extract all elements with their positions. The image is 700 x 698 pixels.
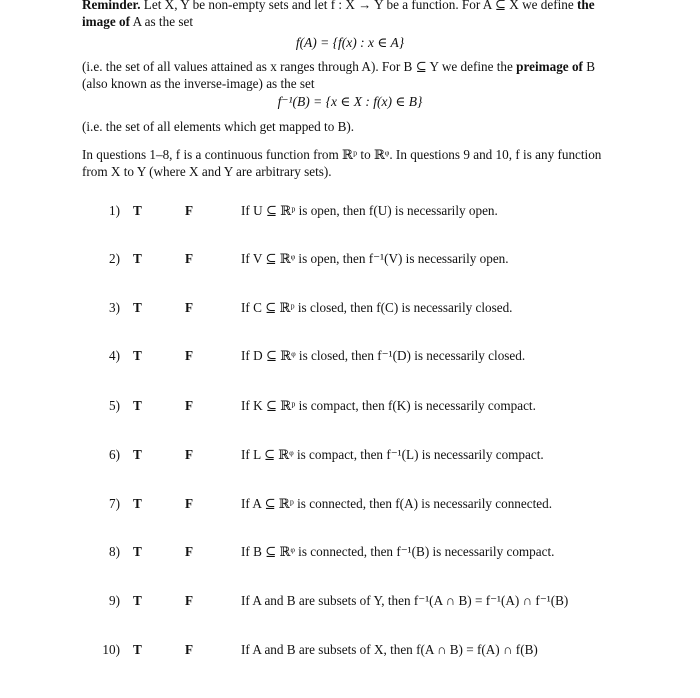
false-option[interactable]: F <box>185 544 194 559</box>
false-option[interactable]: F <box>185 348 194 363</box>
question-statement: If B ⊆ ℝᵠ is connected, then f⁻¹(B) is necessarily compact. <box>241 544 555 559</box>
question-row <box>0 300 700 320</box>
false-option[interactable]: F <box>185 496 194 511</box>
false-option[interactable]: F <box>185 203 194 218</box>
true-option[interactable]: T <box>133 642 142 657</box>
true-option[interactable]: T <box>133 251 142 266</box>
questions-intro: In questions 1–8, f is a continuous function from ℝᵖ to ℝᵠ. In questions 9 and 10, f is any function from X to Y (where X and Y are arbitrary sets). <box>82 147 602 179</box>
true-option[interactable]: T <box>133 447 142 462</box>
reminder-paragraph <box>82 0 622 30</box>
question-row <box>0 348 700 368</box>
question-number: 9) <box>109 593 120 608</box>
question-number: 7) <box>109 496 120 511</box>
image-explanation: (i.e. the set of all values attained as x ranges through A). For B ⊆ Y we define the <box>82 59 513 74</box>
false-option[interactable]: F <box>185 398 194 413</box>
question-row <box>0 642 700 662</box>
false-option[interactable]: F <box>185 300 194 315</box>
question-row <box>0 496 700 516</box>
question-row <box>0 251 700 271</box>
true-option[interactable]: T <box>133 300 142 315</box>
question-statement: If A and B are subsets of X, then f(A ∩ B) = f(A) ∩ f(B) <box>241 642 538 657</box>
true-option[interactable]: T <box>133 544 142 559</box>
image-explanation-paragraph <box>82 58 622 92</box>
question-number: 8) <box>109 544 120 559</box>
false-option[interactable]: F <box>185 447 194 462</box>
false-option[interactable]: F <box>185 251 194 266</box>
image-formula: f(A) = {f(x) : x ∈ A} <box>295 35 405 50</box>
reminder-label: Reminder. <box>82 0 141 12</box>
question-number: 6) <box>109 447 120 462</box>
true-option[interactable]: T <box>133 348 142 363</box>
preimage-formula: f⁻¹(B) = {x ∈ X : f(x) ∈ B} <box>277 94 423 109</box>
question-statement: If A ⊆ ℝᵖ is connected, then f(A) is necessarily connected. <box>241 496 553 511</box>
preimage-term: preimage of <box>516 59 583 74</box>
preimage-term-tail: B (also known as the inverse-image) as the set <box>82 59 596 91</box>
question-row <box>0 203 700 223</box>
question-row <box>0 447 700 467</box>
true-option[interactable]: T <box>133 203 142 218</box>
question-row <box>0 398 700 418</box>
question-row <box>0 593 700 613</box>
question-statement: If A and B are subsets of Y, then f⁻¹(A ∩ B) = f⁻¹(A) ∩ f⁻¹(B) <box>241 593 569 608</box>
question-statement: If U ⊆ ℝᵖ is open, then f(U) is necessarily open. <box>241 203 498 218</box>
question-number: 5) <box>109 398 120 413</box>
question-number: 4) <box>109 348 120 363</box>
false-option[interactable]: F <box>185 593 194 608</box>
question-number: 1) <box>109 203 120 218</box>
question-statement: If D ⊆ ℝᵠ is closed, then f⁻¹(D) is necessarily closed. <box>241 348 526 363</box>
question-number: 3) <box>109 300 120 315</box>
question-statement: If L ⊆ ℝᵠ is compact, then f⁻¹(L) is necessarily compact. <box>241 447 544 462</box>
image-term: the image of <box>82 0 595 29</box>
image-term-tail: A as the set <box>132 14 193 29</box>
question-statement: If V ⊆ ℝᵠ is open, then f⁻¹(V) is necessarily open. <box>241 251 509 266</box>
true-option[interactable]: T <box>133 496 142 511</box>
true-option[interactable]: T <box>133 593 142 608</box>
question-number: 10) <box>102 642 120 657</box>
preimage-explanation: (i.e. the set of all elements which get mapped to B). <box>82 119 355 134</box>
question-statement: If K ⊆ ℝᵖ is compact, then f(K) is necessarily compact. <box>241 398 536 413</box>
true-option[interactable]: T <box>133 398 142 413</box>
question-statement: If C ⊆ ℝᵖ is closed, then f(C) is necessarily closed. <box>241 300 513 315</box>
false-option[interactable]: F <box>185 642 194 657</box>
question-row <box>0 544 700 564</box>
reminder-text: Let X, Y be non-empty sets and let f : X → Y be a function. For A ⊆ X we define <box>143 0 574 12</box>
question-number: 2) <box>109 251 120 266</box>
